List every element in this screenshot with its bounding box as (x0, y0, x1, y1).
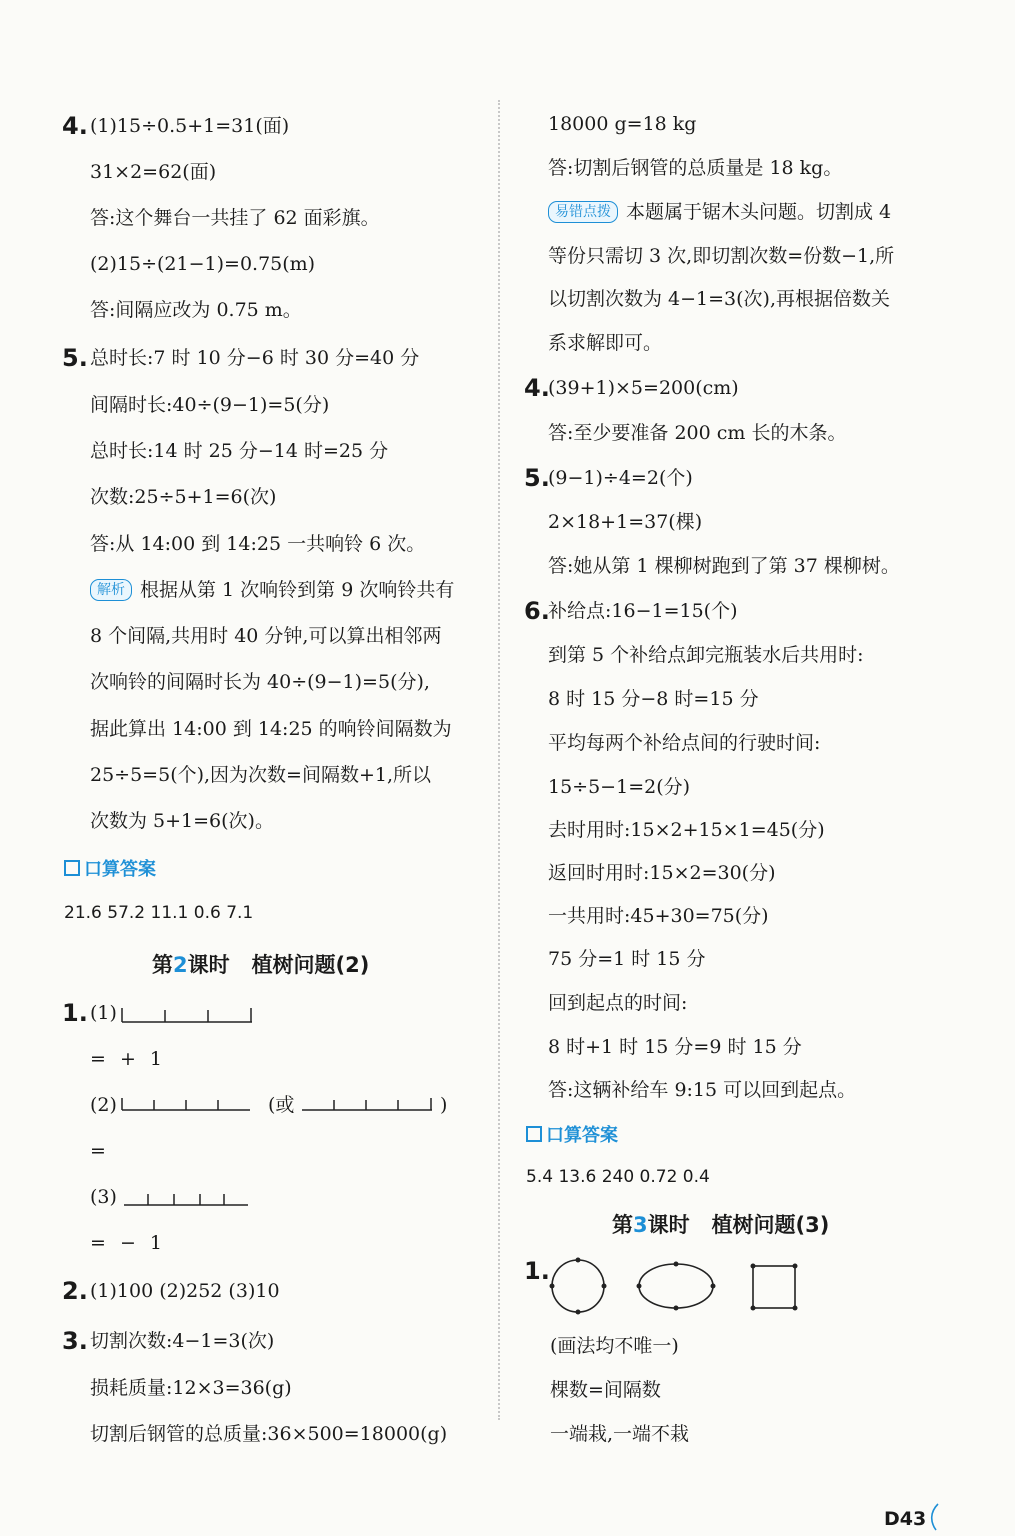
text-line: 15÷5−1=2(分) (548, 776, 691, 798)
tip-line: 系求解即可。 (548, 332, 663, 354)
oral-answers-values: 5.4 13.6 240 0.72 0.4 (526, 1167, 710, 1187)
analysis-line: 8 个间隔,共用时 40 分钟,可以算出相邻两 (90, 625, 442, 647)
question-number: 1. (524, 1257, 550, 1285)
text-line: 平均每两个补给点间的行驶时间: (548, 732, 821, 754)
text-line: 一端栽,一端不栽 (550, 1423, 690, 1445)
question-number: 4. (524, 374, 550, 402)
question-number: 3. (62, 1327, 88, 1355)
square-icon (64, 860, 80, 876)
text-line: 次数:25÷5+1=6(次) (90, 486, 277, 508)
circle-diagram (550, 1258, 607, 1315)
text-line: 18000 g=18 kg (548, 113, 697, 135)
question-number: 5. (524, 464, 550, 492)
tip-line: 以切割次数为 4−1=3(次),再根据倍数关 (548, 288, 891, 310)
analysis-line: 次响铃的间隔时长为 40÷(9−1)=5(分), (90, 671, 430, 693)
text-line: 答:至少要准备 200 cm 长的木条。 (548, 422, 847, 444)
text-line: 间隔时长:40÷(9−1)=5(分) (90, 394, 330, 416)
text-line: 一共用时:45+30=75(分) (548, 905, 769, 927)
shape-diagrams (550, 1258, 850, 1318)
text-line: 75 分=1 时 15 分 (548, 948, 706, 970)
text-line: (39+1)×5=200(cm) (548, 377, 739, 399)
equation-line: = + 1 (90, 1048, 163, 1070)
alt-open: (或 (268, 1094, 295, 1116)
text-line: 2×18+1=37(棵) (548, 511, 703, 533)
text-line: 答:从 14:00 到 14:25 一共响铃 6 次。 (90, 533, 426, 555)
question-number: 5. (62, 344, 88, 372)
text-line: (1)15÷0.5+1=31(面) (90, 115, 290, 137)
text-line: (1)100 (2)252 (3)10 (90, 1280, 280, 1302)
tree-line-diagram-2 (122, 1098, 252, 1114)
text-line: 8 时 15 分−8 时=15 分 (548, 688, 759, 710)
text-line: 31×2=62(面) (90, 161, 217, 183)
question-number: 6. (524, 597, 550, 625)
text-line: (2)15÷(21−1)=0.75(m) (90, 253, 316, 275)
text-line: 到第 5 个补给点卸完瓶装水后共用时: (548, 644, 864, 666)
oral-answers-values: 21.6 57.2 11.1 0.6 7.1 (64, 903, 254, 923)
tip-text: 本题属于锯木头问题。切割成 4 (626, 201, 892, 223)
analysis-text: 根据从第 1 次响铃到第 9 次响铃共有 (140, 579, 455, 601)
text-line: 8 时+1 时 15 分=9 时 15 分 (548, 1036, 802, 1058)
equation-line: = − 1 (90, 1232, 163, 1254)
question-number: 2. (62, 1277, 88, 1305)
text-line: 切割后钢管的总质量:36×500=18000(g) (90, 1423, 448, 1445)
text-line: (画法均不唯一) (550, 1335, 679, 1357)
oral-answers-heading: 口算答案 (64, 855, 156, 881)
part-label: (2) (90, 1094, 117, 1116)
text-line: 切割次数:4−1=3(次) (90, 1330, 275, 1352)
text-line: 答:这个舞台一共挂了 62 面彩旗。 (90, 207, 380, 229)
analysis-line: 据此算出 14:00 到 14:25 的响铃间隔数为 (90, 718, 452, 740)
text-line: 答:她从第 1 棵柳树跑到了第 37 棵柳树。 (548, 555, 900, 577)
question-number: 1. (62, 999, 88, 1027)
tree-line-diagram-3 (124, 1192, 250, 1208)
text-line: 答:间隔应改为 0.75 m。 (90, 299, 302, 321)
equation-line: = (90, 1140, 106, 1162)
tip-badge: 易错点拨 (548, 201, 618, 223)
square-diagram (751, 1264, 798, 1311)
part-label: (3) (90, 1186, 117, 1208)
text-line: 返回时用时:15×2=30(分) (548, 862, 776, 884)
question-number: 4. (62, 112, 88, 140)
text-line: 补给点:16−1=15(个) (548, 600, 738, 622)
text-line: 答:这辆补给车 9:15 可以回到起点。 (548, 1079, 857, 1101)
tip-line: 等份只需切 3 次,即切割次数=份数−1,所 (548, 245, 895, 267)
tip-line (548, 199, 891, 225)
lesson-heading: 第3课时 植树问题(3) (612, 1213, 830, 1237)
text-line: 答:切割后钢管的总质量是 18 kg。 (548, 157, 843, 179)
leaf-icon (928, 1502, 942, 1532)
text-line: (9−1)÷4=2(个) (548, 467, 693, 489)
analysis-badge: 解析 (90, 579, 132, 601)
column-divider (498, 100, 500, 1420)
lesson-heading: 第2课时 植树问题(2) (152, 953, 370, 977)
ellipse-diagram (637, 1262, 716, 1311)
text-line: 去时用时:15×2+15×1=45(分) (548, 819, 825, 841)
analysis-line: 25÷5=5(个),因为次数=间隔数+1,所以 (90, 764, 432, 786)
text-line: 棵数=间隔数 (550, 1379, 661, 1401)
text-line: 总时长:14 时 25 分−14 时=25 分 (90, 440, 389, 462)
analysis-line: 次数为 5+1=6(次)。 (90, 810, 274, 832)
analysis-line (90, 577, 454, 603)
text-line: 损耗质量:12×3=36(g) (90, 1377, 292, 1399)
part-label: (1) (90, 1002, 117, 1024)
tree-line-diagram-1 (122, 1008, 254, 1024)
text-line: 总时长:7 时 10 分−6 时 30 分=40 分 (90, 347, 420, 369)
tree-line-diagram-2-alt (302, 1098, 434, 1114)
page-number: D43 (884, 1508, 926, 1530)
alt-close: ) (440, 1094, 448, 1116)
oral-answers-heading: 口算答案 (526, 1121, 618, 1147)
text-line: 回到起点的时间: (548, 992, 688, 1014)
square-icon (526, 1126, 542, 1142)
